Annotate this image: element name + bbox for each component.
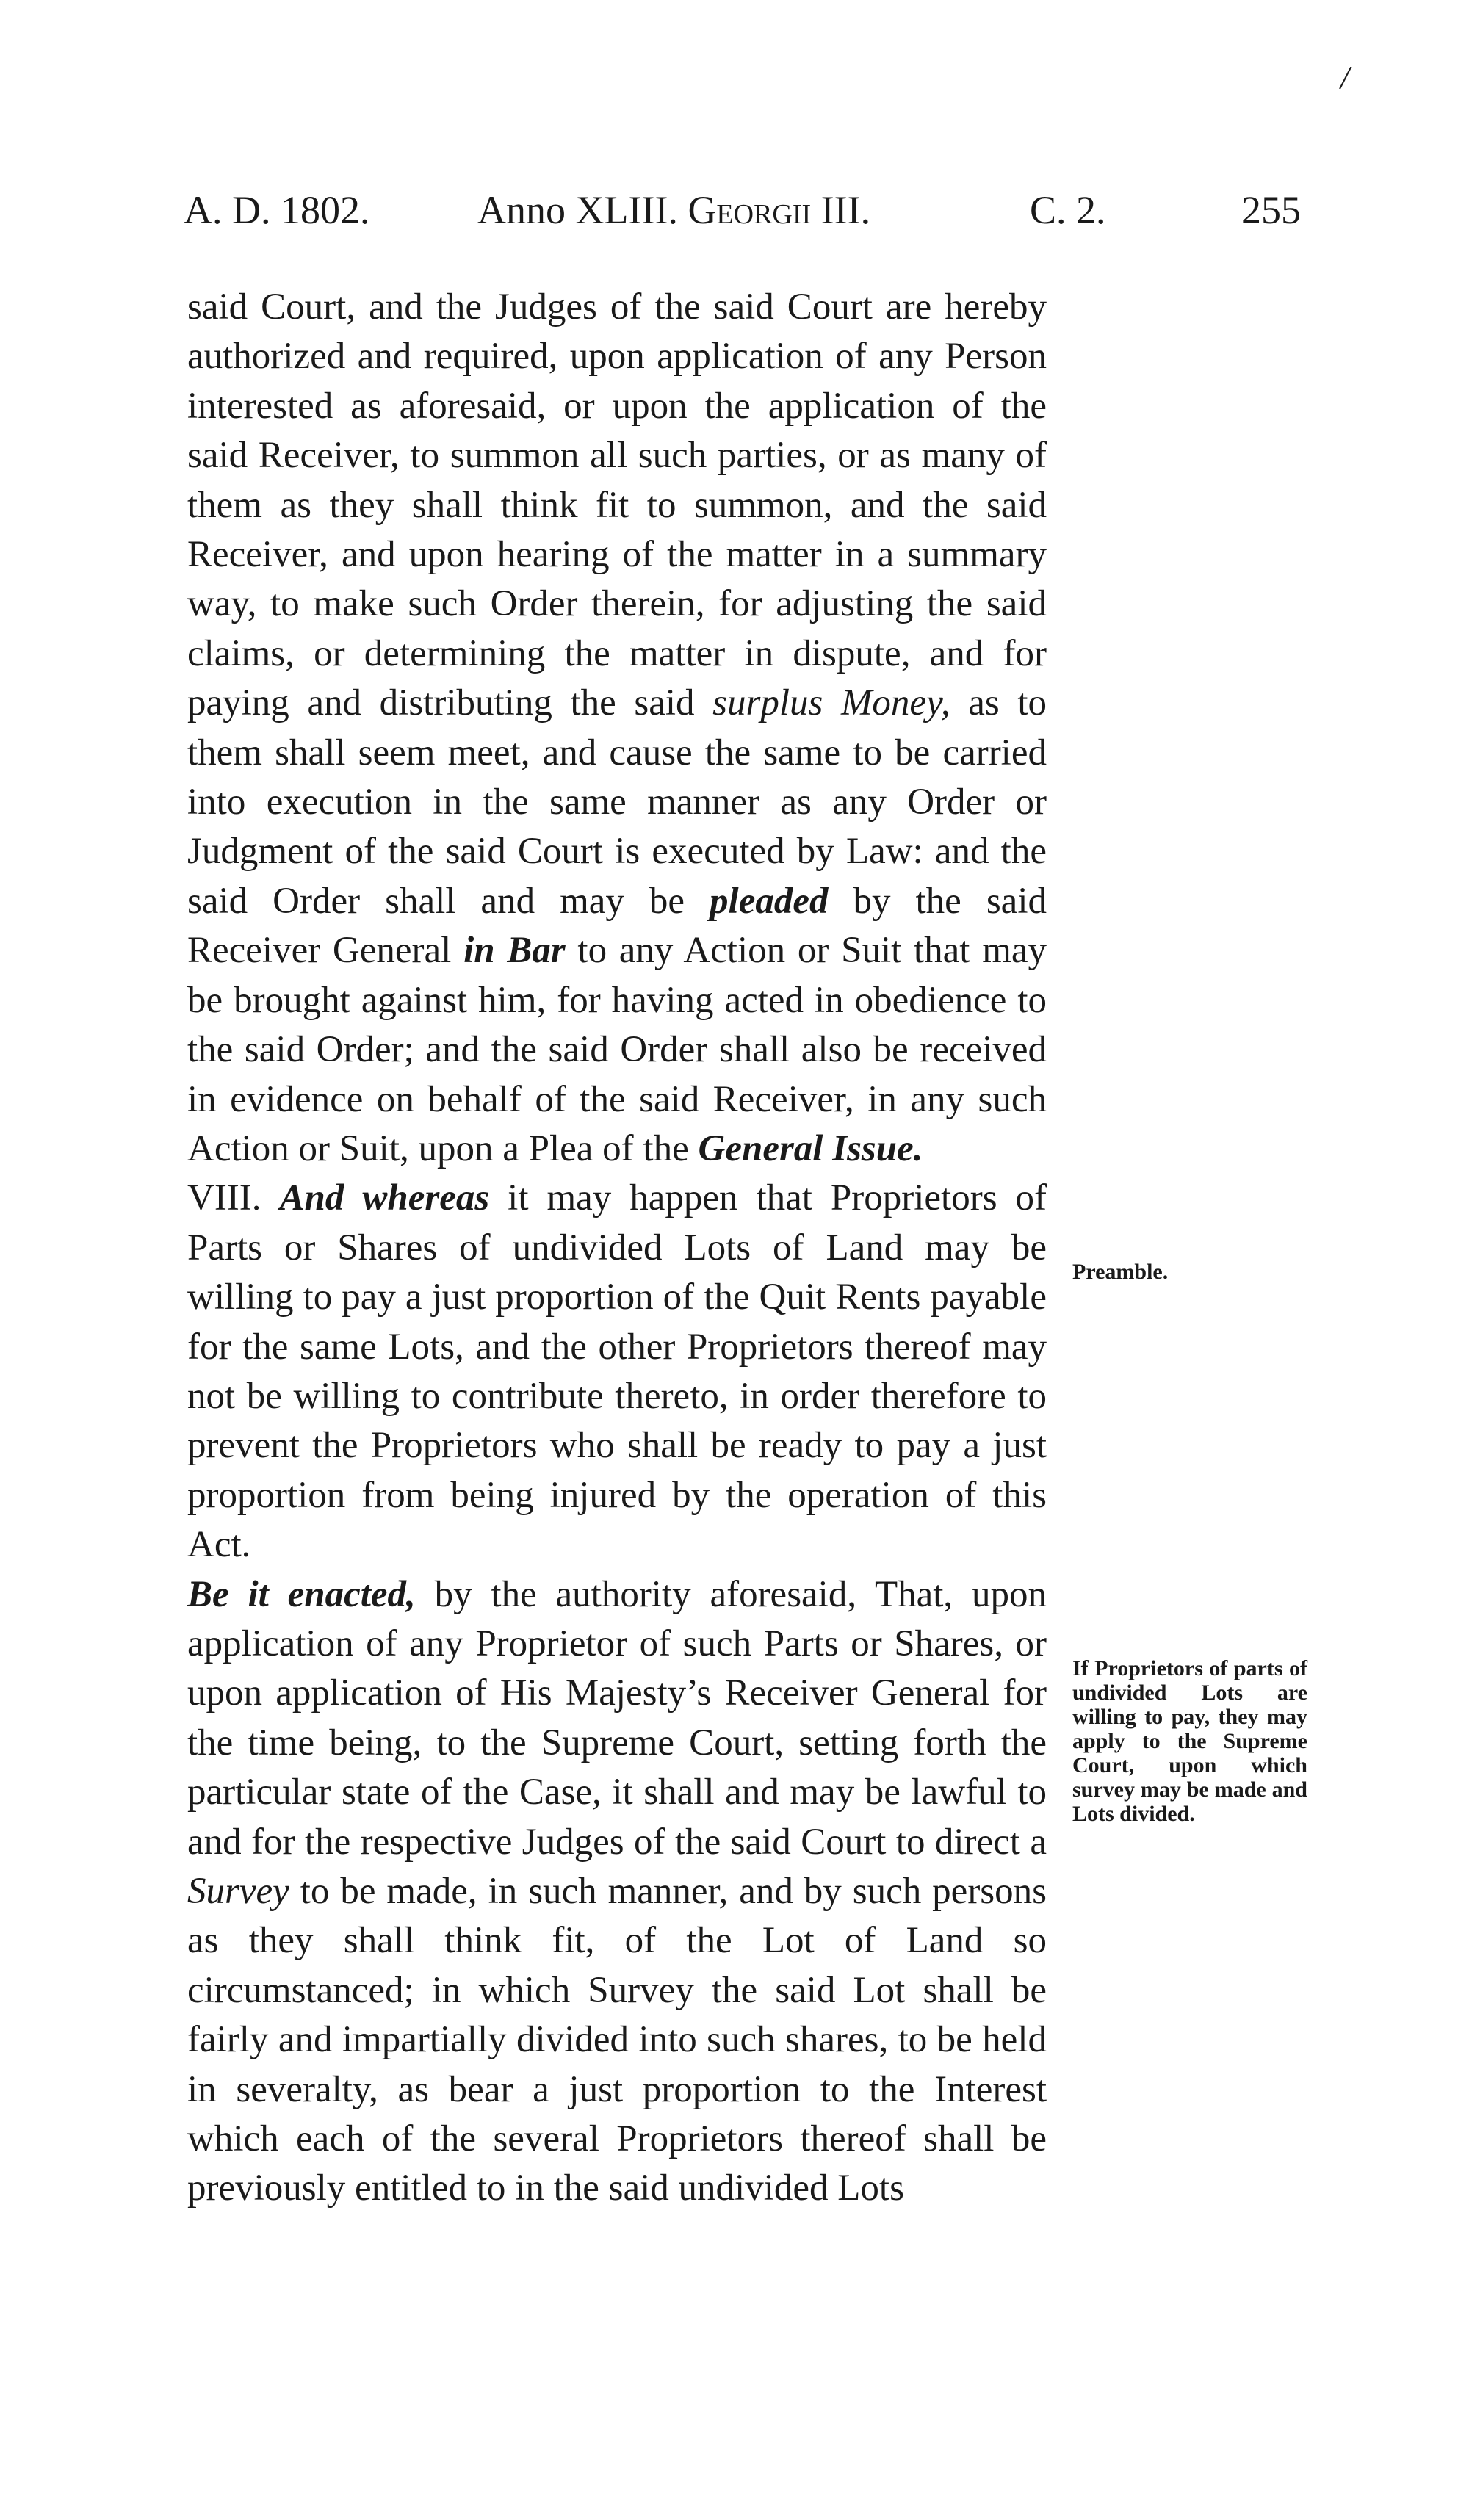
margin-note-survey: If Proprietors of parts of undivided Lots are willing to pay, they may apply to the Supreme Court, upon which survey may be made and Lots divided. (1072, 1656, 1307, 1826)
text-segment: by the said Receiver General (187, 880, 1047, 972)
main-text (187, 283, 1047, 2214)
header-year: A. D. 1802. (184, 188, 370, 232)
header-regnal-year (477, 184, 870, 237)
text-segment-survey: Survey (187, 1871, 289, 1912)
text-segment-pleaded: pleaded (710, 880, 829, 922)
text-segment: as to them shall seem meet, and cause the same to be carried into execution in the same manner as any Order or Judgment of the said Court is executed by Law: and the said Order shall and may be (187, 682, 1047, 922)
paragraph-enactment (187, 1570, 1047, 2214)
text-segment-general-issue: General Issue. (698, 1127, 923, 1169)
header-chapter: C. 2. (1030, 188, 1106, 232)
text-segment-be-it-enacted: Be it enacted, (187, 1573, 416, 1615)
text-segment-in-bar: in Bar (463, 930, 566, 972)
text-segment: said Court, and the Judges of the said Court are hereby authorized and required, upon application of any Person interested as aforesaid, or upon the application of the said Receiver, to summon all such parties, or as many of them as they shall think fit to summon, and the said Receiver, and upon hearing of the matter in a summary way, to make such Order therein, for adjusting the said claims, or determining the matter in dispute, and for paying and distributing the said (187, 286, 1047, 724)
text-segment: to any Action or Suit that may be brought against him, for having acted in obedience to the said Order; and the said Order shall also be received in evidence on behalf of the said Receiver, in any such Action or Suit, upon a Plea of the (187, 930, 1047, 1169)
text-segment: it may happen that Proprietors of Parts or Shares of undivided Lots of Land may be willing to pay a just proportion of the Quit Rents payable for the same Lots, and the other Proprietors thereof may not be willing to contribute thereto, in order therefore to prevent the Proprietors who shall be ready to pay a just proportion from being injured by the operation of this Act. (187, 1177, 1047, 1566)
text-segment: to be made, in such manner, and by such persons as they shall think fit, of the Lot of Land so circumstanced; in which Survey the said Lot shall be fairly and impartially divided into such shares, to be held in severalty, as bear a just proportion to the Interest which each of the several Proprietors thereof shall be previously entitled to in the said undivided Lots (187, 1871, 1047, 2209)
header-anno: Anno XLIII. (477, 188, 678, 232)
page-number: 255 (1241, 188, 1301, 232)
paragraph-section-viii (187, 1174, 1047, 1570)
text-segment-surplus-money: surplus Money, (712, 682, 950, 724)
paragraph-continuation (187, 283, 1047, 1174)
section-number: VIII. (187, 1177, 280, 1219)
page-mark: / (1340, 59, 1350, 95)
margin-note-preamble: Preamble. (1072, 1260, 1169, 1284)
running-header (184, 184, 1333, 237)
header-reign: Georgii III. (688, 188, 871, 232)
text-segment-and-whereas: And whereas (279, 1177, 490, 1219)
text-segment: by the authority aforesaid, That, upon application of any Proprietor of such Parts or Shares, or upon application of His Majesty’s Receiver General for the time being, to the Supreme Court, setting forth the particular state of the Case, it shall and may be lawful to and for the respective Judges of the said Court to direct a (187, 1573, 1047, 1863)
